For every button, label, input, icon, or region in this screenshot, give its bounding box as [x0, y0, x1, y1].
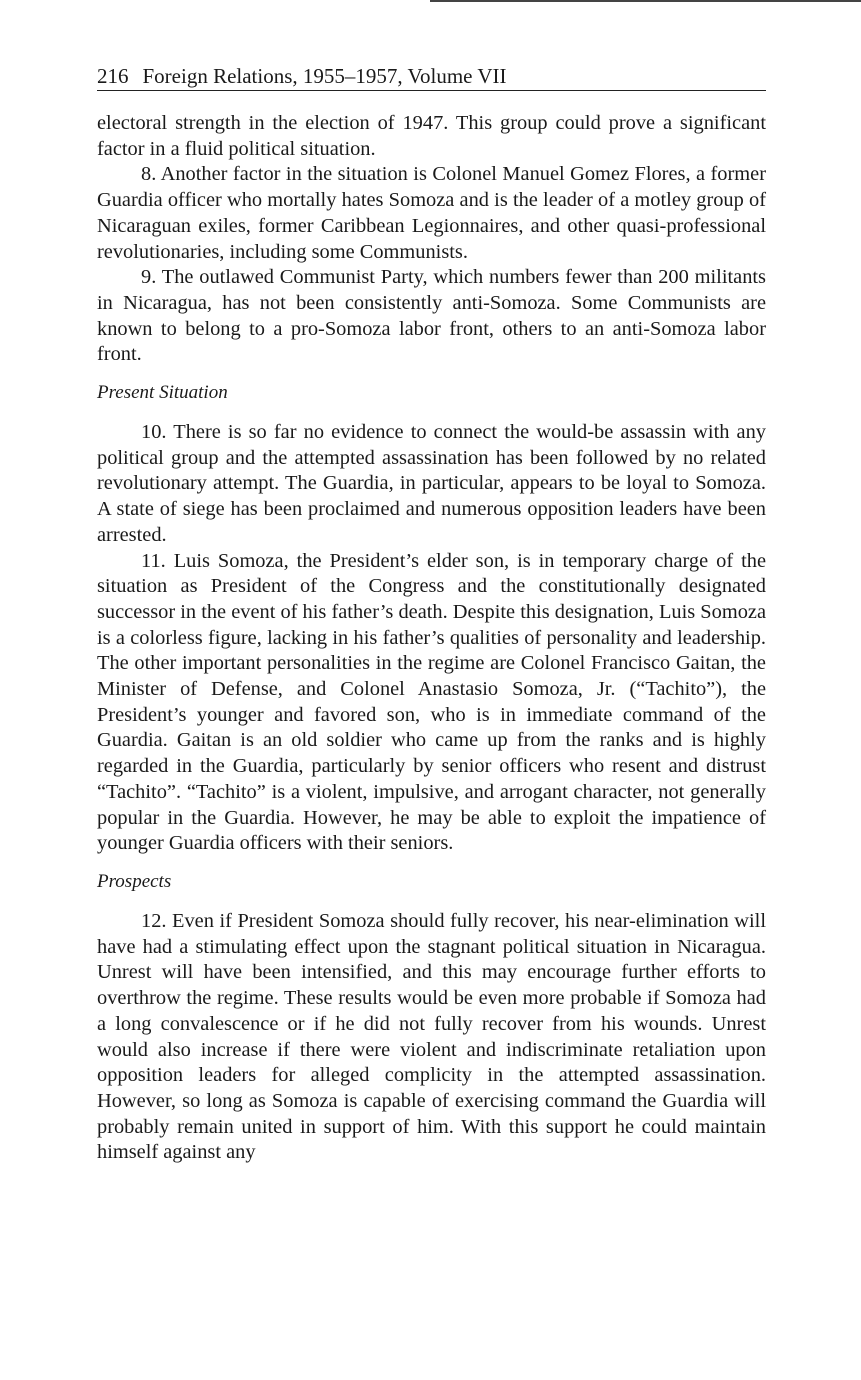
running-title: Foreign Relations, 1955–1957, Volume VII — [142, 64, 507, 88]
running-header — [97, 62, 766, 91]
section-heading-present-situation: Present Situation — [97, 382, 228, 404]
paragraph-12: 12. Even if President Somoza should fully recover, his near-elimination will have had a stimulating effect upon the stagnant political situation in Nicaragua. Unrest will have been intensified, and this may encourage further efforts to overthrow the regime. These results would be even more probable if Somoza had a long convalescence or if he did not fully recover from his wounds. Unrest would also increase if there were violent and indiscriminate retaliation upon opposition leaders for alleged complicity in the attempted assassination. However, so long as Somoza is capable of exercising command the Guardia will probably remain united in support of him. With this support he could maintain himself against any — [97, 909, 766, 1164]
section-heading-prospects: Prospects — [97, 870, 172, 892]
paragraph-11: 11. Luis Somoza, the President’s elder son, is in temporary charge of the situation as President of the Congress and the constitutionally designated successor in the event of his father’s death. Despite this designation, Luis Somoza is a colorless figure, lacking in his father’s qualities of personality and leadership. The other important personalities in the regime are Colonel Francisco Gaitan, the Minister of Defense, and Colonel Anastasio Somoza, Jr. (“Tachito”), the President’s younger and favored son, who is in immediate command of the Guardia. Gaitan is an old soldier who came up from the ranks and is highly regarded in the Guardia, particularly by senior officers who resent and distrust “Tachito”. “Tachito” is a violent, impulsive, and arrogant character, not generally popular in the Guardia. However, he may be able to exploit the impatience of younger Guardia officers with their seniors. — [97, 549, 766, 855]
paragraph-9: 9. The outlawed Communist Party, which numbers fewer than 200 militants in Nicaragua, has not been consistently anti-Somoza. Some Communists are known to belong to a pro-Somoza labor front, others to an anti-Somoza labor front. — [97, 266, 766, 366]
paragraph-8: 8. Another factor in the situation is Colonel Manuel Gomez Flores, a former Guardia officer who mortally hates Somoza and is the leader of a motley group of Nicaraguan exiles, former Caribbean Legionnaires, and other quasi-professional revolutionaries, including some Communists. — [97, 163, 766, 263]
page-number: 216 — [97, 64, 129, 88]
paragraph-10: 10. There is so far no evidence to connect the would-be assassin with any political group and the attempted assassination has been followed by no related revolutionary attempt. The Guardia, in particular, appears to be loyal to Somoza. A state of siege has been proclaimed and numerous opposition leaders have been arrested. — [97, 421, 766, 546]
document-page — [97, 62, 766, 1166]
top-edge-rule — [430, 0, 861, 2]
paragraph-continued: electoral strength in the election of 1947. This group could prove a significant factor in a fluid political situation. — [97, 112, 766, 160]
